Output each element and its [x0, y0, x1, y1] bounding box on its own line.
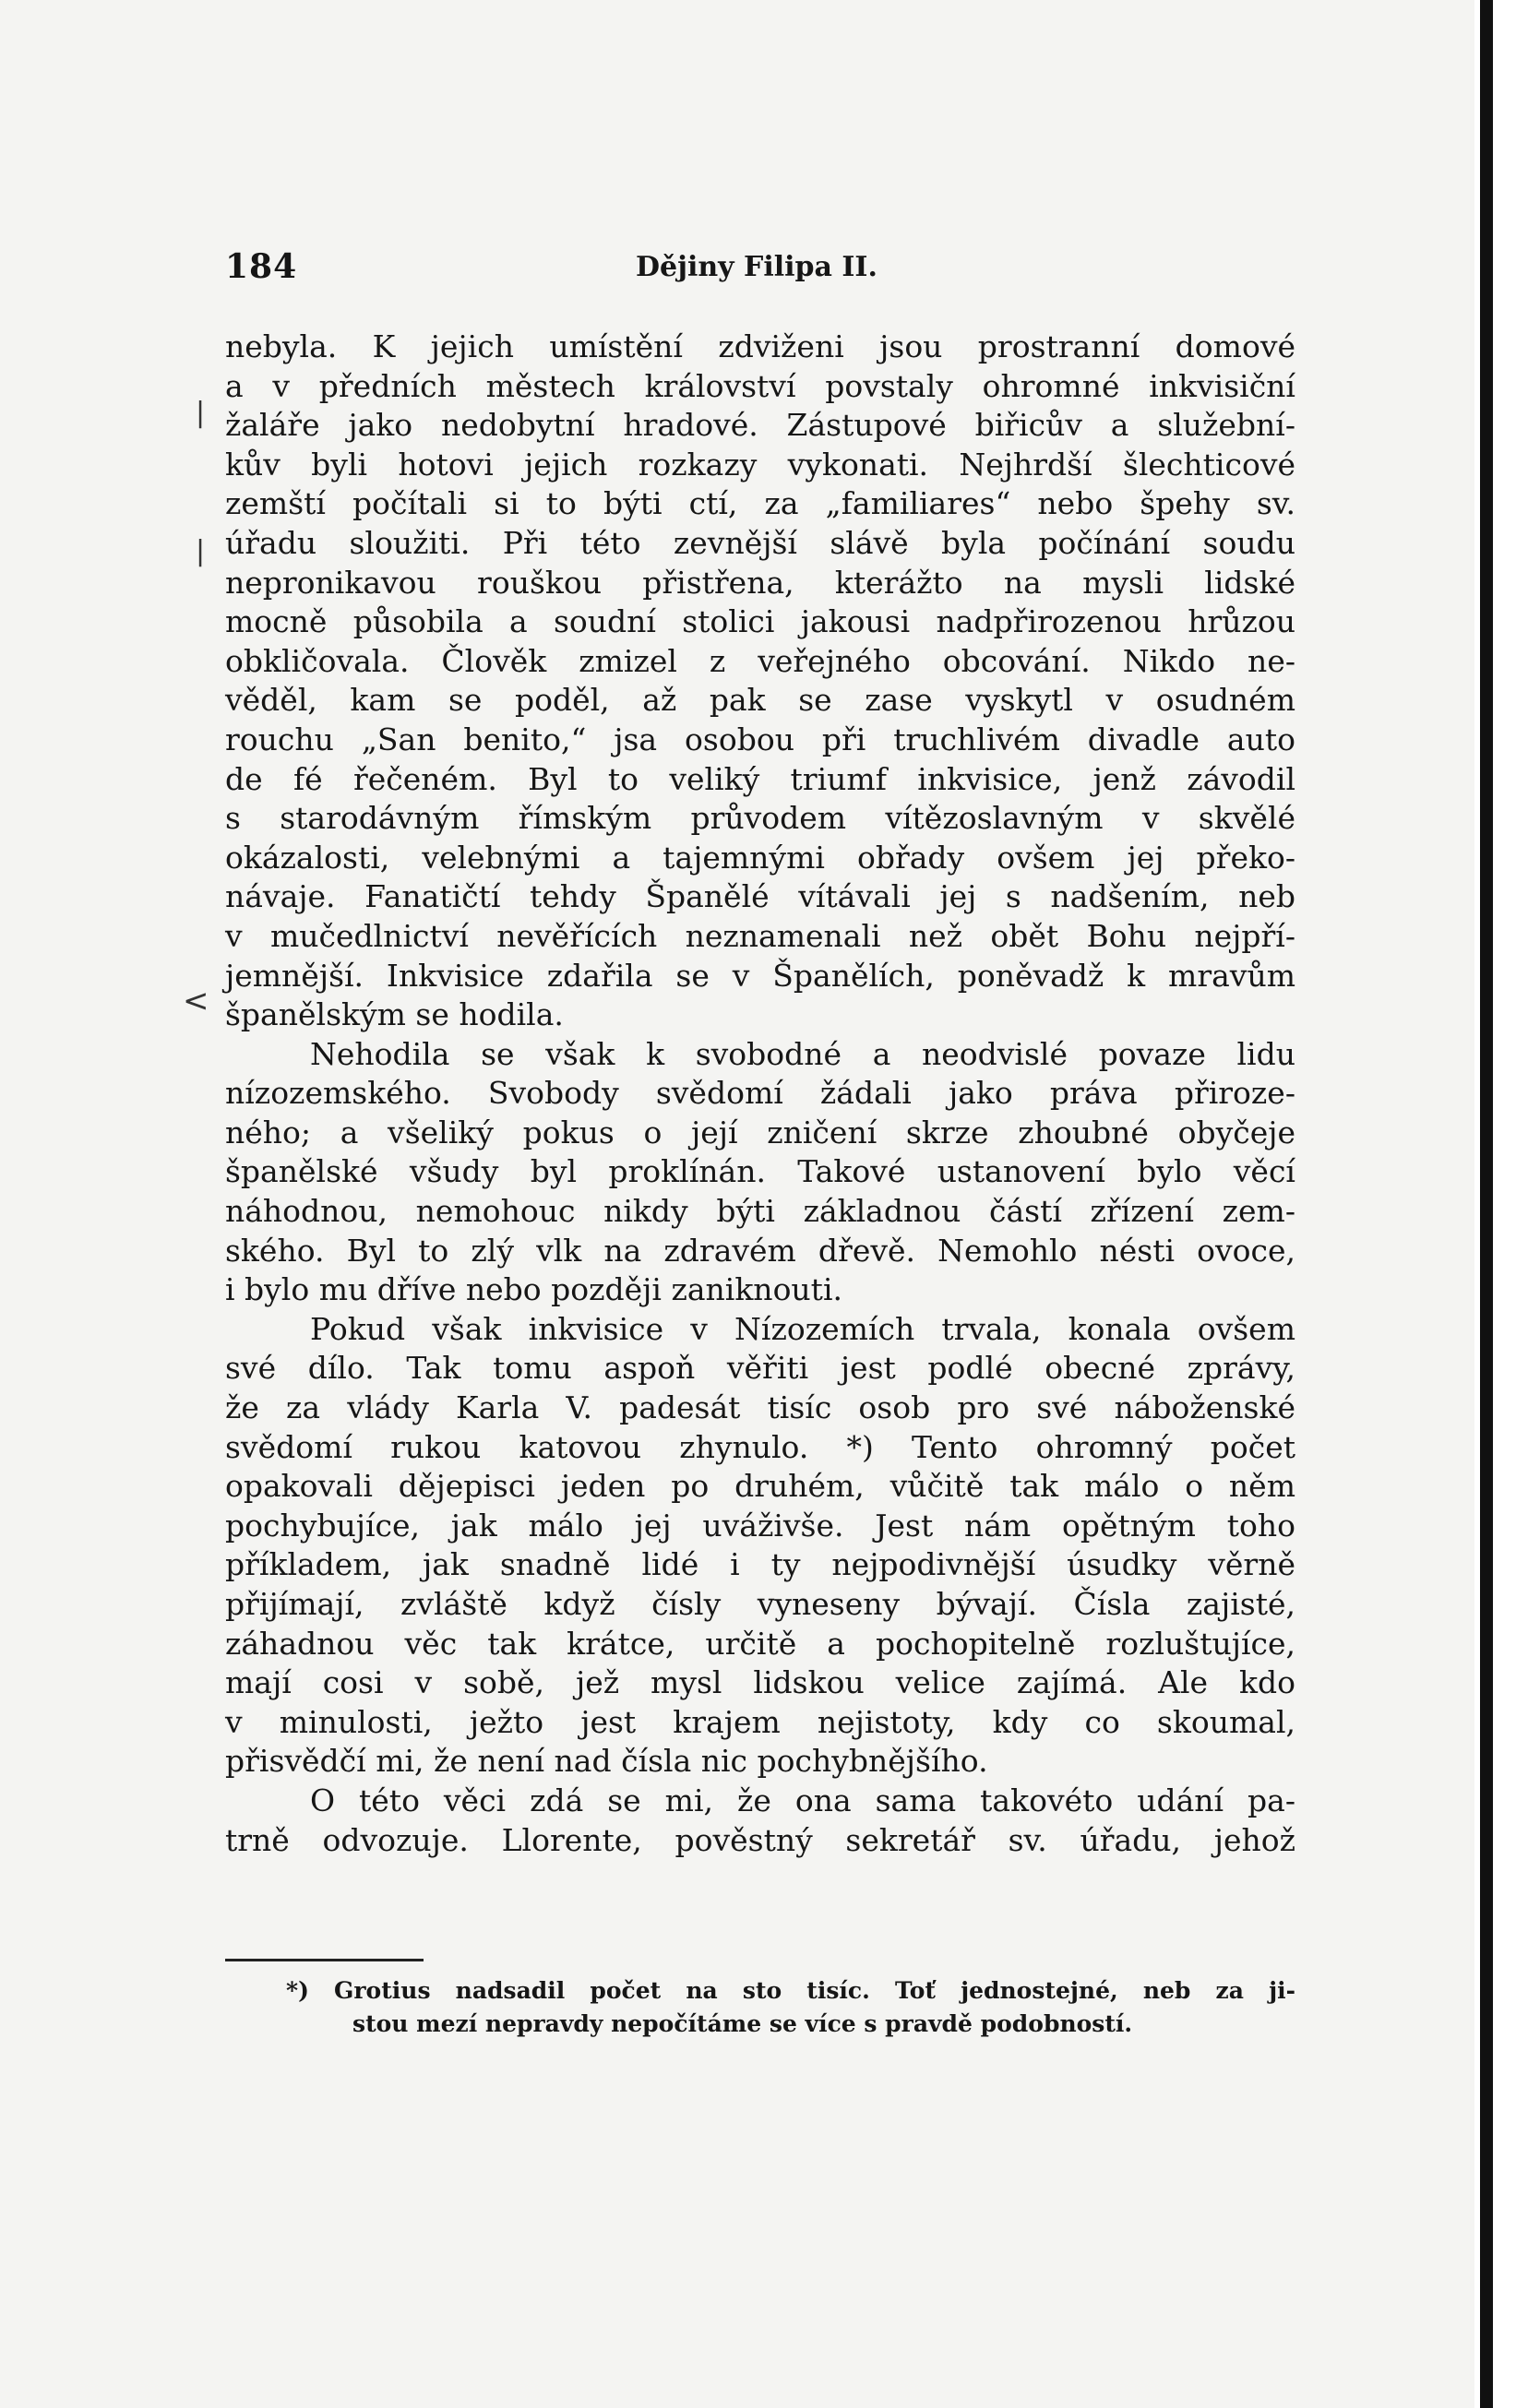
footnote-line: *) Grotius nadsadil počet na sto tisíc. Toť jednostejné, neb za ji- — [286, 1977, 1295, 2004]
text-line: jemnější. Inkvisice zdařila se v Španělích, poněvadž k mravům — [225, 957, 1295, 994]
text-line: úřadu sloužiti. Při této zevnější slávě byla počínání soudu — [225, 524, 1295, 561]
text-line: svědomí rukou katovou zhynulo. *) Tento ohromný počet — [225, 1428, 1295, 1465]
footnote — [286, 1974, 1295, 2041]
text-line: nízozemského. Svobody svědomí žádali jako práva přiroze- — [225, 1075, 1295, 1112]
text-line: své dílo. Tak tomu aspoň věřiti jest podlé obecné zprávy, — [225, 1350, 1295, 1387]
margin-mark: < — [183, 983, 209, 1019]
binding-shadow — [1480, 0, 1493, 2408]
text-line: v minulosti, ježto jest krajem nejistoty, kdy co skoumal, — [225, 1703, 1295, 1740]
footnote-divider — [225, 1959, 424, 1961]
text-line: že za vlády Karla V. padesát tisíc osob pro své náboženské — [225, 1389, 1295, 1426]
page-edge — [1474, 0, 1528, 2408]
text-line: Pokud však inkvisice v Nízozemích trvala, konala ovšem — [310, 1310, 1295, 1347]
text-line: věděl, kam se poděl, až pak se zase vyskytl v osudném — [225, 682, 1295, 719]
text-line: Nehodila se však k svobodné a neodvislé povaze lidu — [310, 1035, 1295, 1072]
text-line: rouchu „San benito,“ jsa osobou při truchlivém divadle auto — [225, 721, 1295, 757]
text-line: španělským se hodila. — [225, 996, 564, 1033]
running-head: Dějiny Filipa II. — [636, 251, 877, 283]
text-line: trně odvozuje. Llorente, pověstný sekretář sv. úřadu, jehož — [225, 1821, 1295, 1858]
text-line: přisvědčí mi, že není nad čísla nic pochybnějšího. — [225, 1743, 988, 1780]
text-line: zemští počítali si to býti ctí, za „familiares“ nebo špehy sv. — [225, 485, 1295, 522]
text-line: okázalosti, velebnými a tajemnými obřady ovšem jej překo- — [225, 839, 1295, 876]
text-line: ného; a všeliký pokus o její zničení skrze zhoubné obyčeje — [225, 1114, 1295, 1150]
main-text — [225, 328, 1295, 1860]
text-line: O této věci zdá se mi, že ona sama takovéto udání pa- — [310, 1782, 1295, 1818]
text-line: i bylo mu dříve nebo později zaniknouti. — [225, 1271, 842, 1308]
text-line: a v předních městech království povstaly ohromné inkvisiční — [225, 367, 1295, 404]
text-line: opakovali dějepisci jeden po druhém, vůčitě tak málo o něm — [225, 1468, 1295, 1505]
text-line: náhodnou, nemohouc nikdy býti základnou částí zřízení zem- — [225, 1193, 1295, 1230]
text-line: žaláře jako nedobytní hradové. Zástupové biřicův a služební- — [225, 407, 1295, 444]
text-line: pochybujíce, jak málo jej uváživše. Jest nám opětným toho — [225, 1507, 1295, 1544]
text-line: přijímají, zvláště když čísly vyneseny bývají. Čísla zajisté, — [225, 1586, 1295, 1622]
text-line: obkličovala. Člověk zmizel z veřejného obcování. Nikdo ne- — [225, 642, 1295, 679]
page-number: 184 — [225, 247, 298, 286]
margin-mark: | — [196, 397, 206, 429]
text-line: de fé řečeném. Byl to veliký triumf inkvisice, jenž závodil — [225, 760, 1295, 797]
text-line: záhadnou věc tak krátce, určitě a pochopitelně rozluštujíce, — [225, 1625, 1295, 1662]
footnote-line: stou mezí nepravdy nepočítáme se více s pravdě podobností. — [352, 2010, 1133, 2037]
text-line: příkladem, jak snadně lidé i ty nejpodivnější úsudky věrně — [225, 1546, 1295, 1583]
margin-mark: | — [196, 535, 206, 567]
text-line: mocně působila a soudní stolici jakousi nadpřirozenou hrůzou — [225, 603, 1295, 640]
text-line: návaje. Fanatičtí tehdy Španělé vítávali jej s nadšením, neb — [225, 878, 1295, 915]
text-line: kův byli hotovi jejich rozkazy vykonati. Nejhrdší šlechticové — [225, 446, 1295, 483]
text-line: mají cosi v sobě, jež mysl lidskou velice zajímá. Ale kdo — [225, 1664, 1295, 1701]
page-header — [225, 247, 1295, 303]
text-line: v mučedlnictví nevěřících neznamenali než obět Bohu nejpří- — [225, 917, 1295, 954]
text-line: nebyla. K jejich umístění zdviženi jsou prostranní domové — [225, 328, 1295, 364]
text-line: nepronikavou rouškou přistřena, kterážto na mysli lidské — [225, 564, 1295, 601]
text-line: španělské všudy byl proklínán. Takové ustanovení bylo věcí — [225, 1153, 1295, 1190]
text-line: s starodávným římským průvodem vítězoslavným v skvělé — [225, 800, 1295, 837]
text-line: ského. Byl to zlý vlk na zdravém dřevě. Nemohlo nésti ovoce, — [225, 1232, 1295, 1269]
